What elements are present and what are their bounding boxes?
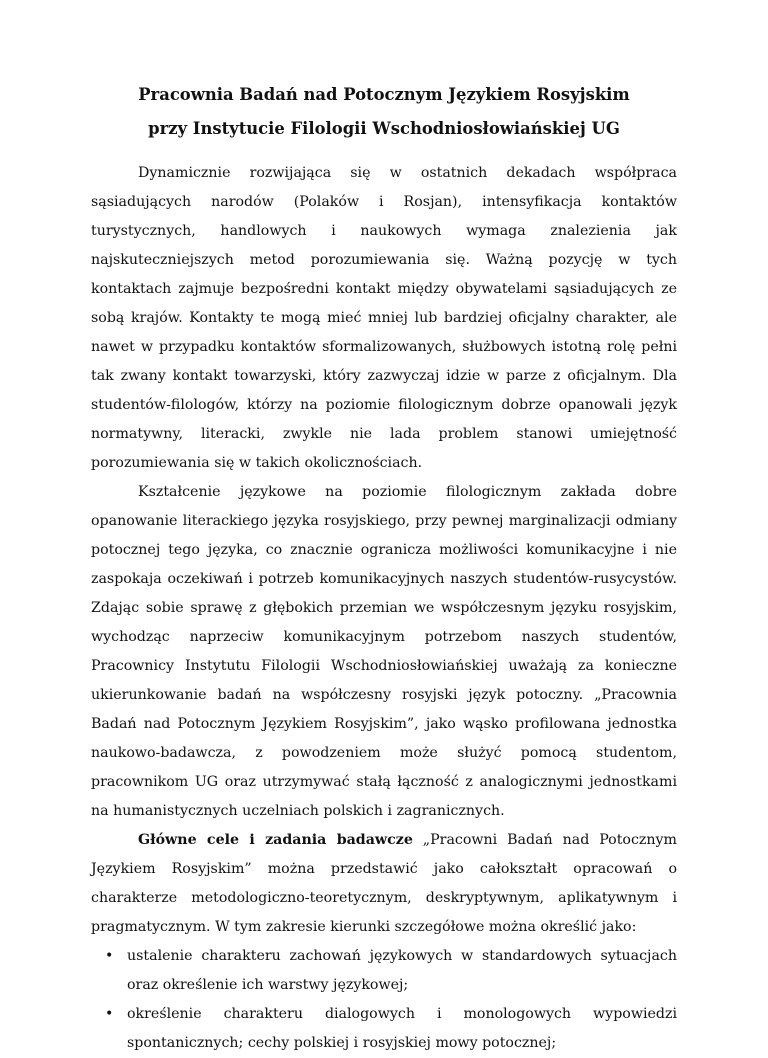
list-item-text: ustalenie charakteru zachowań językowych w standardowych sytuacjach oraz określenie ich warstwy językowej; [127,948,677,993]
title-line-1: Pracownia Badań nad Potocznym Językiem Rosyjskim [138,85,630,104]
title-line-2: przy Instytucie Filologii Wschodniosłowiańskiej UG [148,119,620,138]
document-title [91,78,677,146]
paragraph-1: Dynamicznie rozwijająca się w ostatnich dekadach współpraca sąsiadujących narodów (Polaków i Rosjan), intensyfikacja kontaktów turystycznych, handlowych i naukowych wymaga znalezienia jak najskuteczniejszych metod porozumiewania się. Ważną pozycję w tych kontaktach zajmuje bezpośredni kontakt między obywatelami sąsiadujących ze sobą krajów. Kontakty te mogą mieć mniej lub bardziej oficjalny charakter, ale nawet w przypadku kontaktów sformalizowanych, służbowych istotną rolę pełni tak zwany kontakt towarzyski, który zazwyczaj idzie w parze z oficjalnym. Dla studentów-filologów, którzy na poziomie filologicznym dobrze opanowali język normatywny, literacki, zwykle nie lada problem stanowi umiejętność porozumiewania się w takich okolicznościach. [91,165,677,471]
paragraph-2: Kształcenie językowe na poziomie filologicznym zakłada dobre opanowanie literackiego języka rosyjskiego, przy pewnej marginalizacji odmiany potocznej tego języka, co znacznie ogranicza możliwości komunikacyjne i nie zaspokaja oczekiwań i potrzeb komunikacyjnych naszych studentów-rusycystów. Zdając sobie sprawę z głębokich przemian we współczesnym języku rosyjskim, wychodząc naprzeciw komunikacyjnym potrzebom naszych studentów, Pracownicy Instytutu Filologii Wschodniosłowiańskiej uważają za konieczne ukierunkowanie badań na współczesny rosyjski język potoczny. „Pracownia Badań nad Potocznym Językiem Rosyjskim”, jako wąsko profilowana jednostka naukowo-badawcza, z powodzeniem może służyć pomocą studentom, pracownikom UG oraz utrzymywać stałą łączność z analogicznymi jednostkami na humanistycznych uczelniach polskich i zagranicznych. [91,484,677,819]
list-item-text-line-1: określenie charakteru dialogowych i monologowych wypowiedzi [127,1006,677,1022]
bullet-icon: • [105,948,114,964]
document-page [91,78,677,1058]
paragraph-3-text: „Pracowni Badań nad Potocznym Językiem Rosyjskim” można przedstawić jako całokształt opracowań o charakterze metodologiczno-teoretycznym, deskryptywnym, aplikatywnym i pragmatycznym. W tym zakresie kierunki szczegółowe można określić jako: [91,832,677,935]
paragraph-3 [91,826,677,942]
research-goals-list [91,942,677,1058]
paragraph-3-lead: Główne cele i zadania badawcze [138,832,413,848]
list-item [105,1000,677,1058]
list-item [105,942,677,1000]
list-item-text-line-2: spontanicznych; cechy polskiej i rosyjskiej mowy potocznej; [127,1035,557,1051]
bullet-icon: • [105,1006,114,1022]
